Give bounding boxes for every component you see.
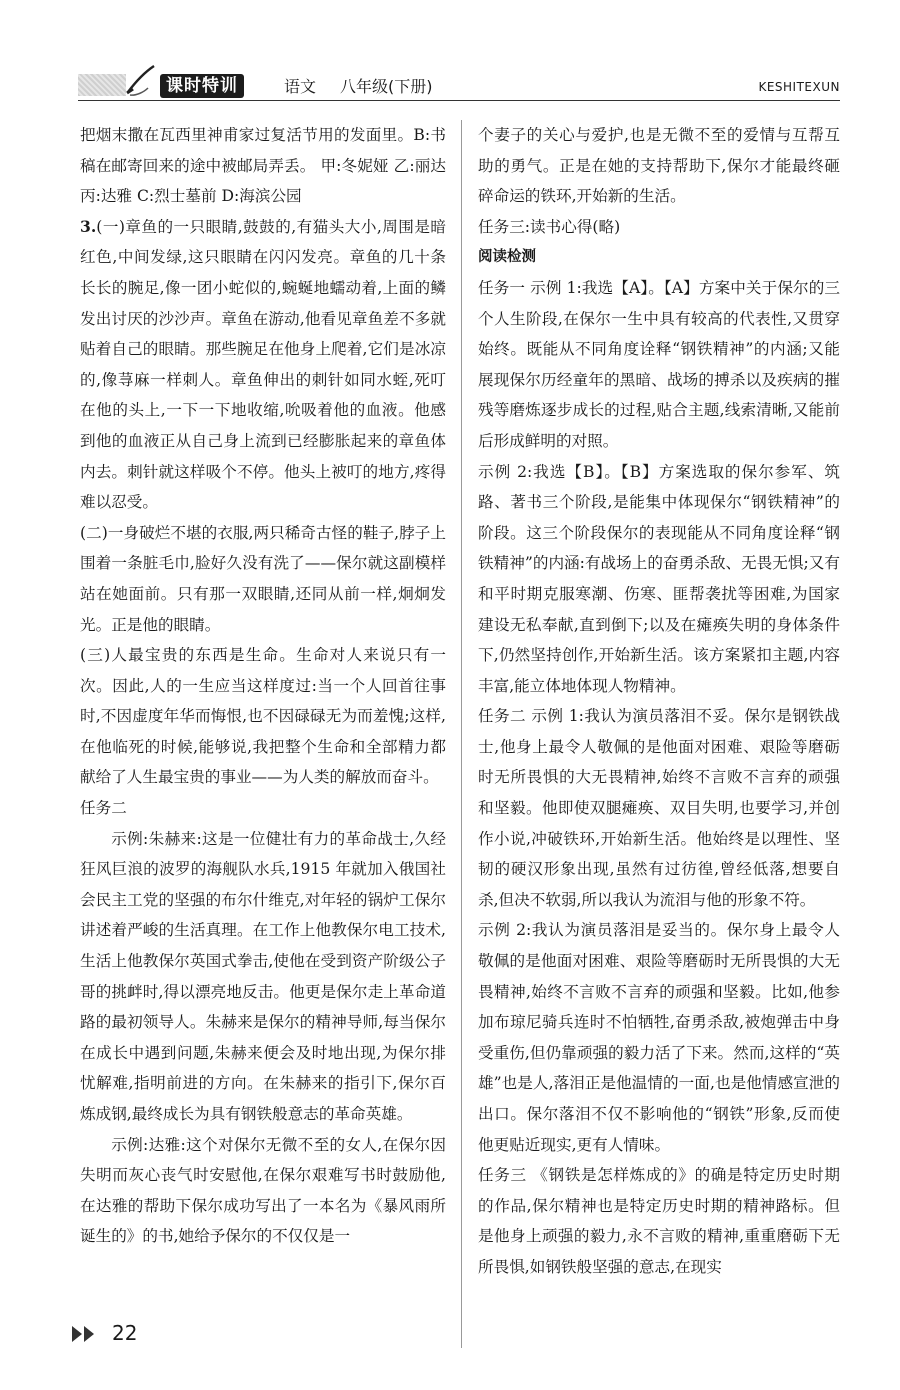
brand-title: 课时特训 bbox=[160, 74, 244, 98]
page-number: 22 bbox=[112, 1321, 138, 1345]
answer-paragraph: 示例 2:我选【B】。【B】方案选取的保尔参军、筑路、著书三个阶段,是能集中体现保尔“钢铁精神”的阶段。这三个阶段保尔的表现能从不同角度诠释“钢铁精神”的内涵:有战场上的奋勇杀敌、无畏无惧;又有和平时期克服寒潮、伤寒、匪帮袭扰等困难,为国家建设无私奉献,直到倒下;以及在瘫痪失明的身体条件下,仍然坚持创作,开始新生活。该方案紧扣主题,内容丰富,能立体地体现人物精神。 bbox=[478, 462, 840, 695]
header-texture-bar bbox=[78, 74, 126, 96]
example-paragraph: 示例:朱赫来:这是一位健壮有力的革命战士,久经狂风巨浪的波罗的海舰队水兵,1915 年就加入俄国社会民主工党的坚强的布尔什维克,对年轻的锅炉工保尔讲述着严峻的生活真理。在工作上他教保尔电工技术,生活上他教保尔英国式拳击,使他在受到资产阶级公子哥的挑衅时,得以漂亮地反击。他更是保尔走上革命道路的最初领导人。朱赫来是保尔的精神导师,每当保尔在成长中遇到问题,朱赫来便会及时地出现,为保尔排忧解难,指明前进的方向。在朱赫来的指引下,保尔百炼成钢,最终成长为具有钢铁般意志的革命英雄。 bbox=[80, 829, 446, 1123]
page-footer bbox=[70, 1318, 190, 1348]
task-label: 任务二 bbox=[80, 799, 127, 818]
question-number: 3. bbox=[80, 216, 97, 236]
answer-paragraph: 把烟末撒在瓦西里神甫家过复活节用的发面里。B:书稿在邮寄回来的途中被邮局弄丢。 甲:冬妮娅 乙:丽达 丙:达雅 C:烈士墓前 D:海滨公园 bbox=[80, 126, 446, 206]
answer-paragraph: (一)章鱼的一只眼睛,鼓鼓的,有猫头大小,周围是暗红色,中间发绿,这只眼睛在闪闪发亮。章鱼的几十条长长的腕足,像一团小蛇似的,蜿蜒地蠕动着,上面的鳞发出讨厌的沙沙声。章鱼在游动,他看见章鱼差不多就贴着自己的眼睛。那些腕足在他身上爬着,它们是冰凉的,像荨麻一样刺人。章鱼伸出的刺针如同水蛭,死叮在他的头上,一下一下地收缩,吮吸着他的血液。他感到他的血液正从自己身上流到已经膨胀起来的章鱼体内去。刺针就这样吸个不停。他头上被叮的地方,疼得难以忍受。 bbox=[80, 217, 446, 512]
column-divider bbox=[461, 120, 462, 1348]
section-heading: 阅读检测 bbox=[478, 249, 536, 266]
answer-paragraph: 示例 2:我认为演员落泪是妥当的。保尔身上最令人敬佩的是他面对困难、艰险等磨砺时无所畏惧的大无畏精神,始终不言败不言弃的顽强和坚毅。比如,他参加布琼尼骑兵连时不怕牺牲,奋勇杀敌,被炮弹击中身受重伤,但仍靠顽强的毅力活了下来。然而,这样的“英雄”也是人,落泪正是他温情的一面,也是他情感宣泄的出口。保尔落泪不仅不影响他的“钢铁”形象,反而使他更贴近现实,更有人情味。 bbox=[478, 921, 840, 1154]
grade-label: 八年级(下册) bbox=[340, 77, 433, 96]
left-column bbox=[80, 120, 446, 1252]
page-header bbox=[78, 62, 840, 104]
answer-paragraph: 个妻子的关心与爱护,也是无微不至的爱情与互帮互助的勇气。正是在她的支持帮助下,保尔才能最终砸碎命运的铁环,开始新的生活。 bbox=[478, 126, 840, 206]
double-chevron-icon bbox=[70, 1324, 104, 1344]
task-label: 任务三:读书心得(略) bbox=[478, 217, 621, 236]
header-rule bbox=[78, 100, 840, 101]
series-code: KESHITEXUN bbox=[758, 80, 840, 94]
answer-paragraph: (三)人最宝贵的东西是生命。生命对人来说只有一次。因此,人的一生应当这样度过:当一个人回首往事时,不因虚度年华而悔恨,也不因碌碌无为而羞愧;这样,在他临死的时候,能够说,我把整个生命和全部精力都献给了人生最宝贵的事业——为人类的解放而奋斗。 bbox=[80, 646, 446, 787]
answer-paragraph: 任务三 《钢铁是怎样炼成的》的确是特定历史时期的作品,保尔精神也是特定历史时期的精神路标。但是他身上顽强的毅力,永不言败的精神,重重磨砺下无所畏惧,如钢铁般坚强的意志,在现实 bbox=[478, 1166, 840, 1276]
answer-paragraph: 任务一 示例 1:我选【A】。【A】方案中关于保尔的三个人生阶段,在保尔一生中具有较高的代表性,又贯穿始终。既能从不同角度诠释“钢铁精神”的内涵;又能展现保尔历经童年的黑暗、战场的搏杀以及疾病的摧残等磨炼逐步成长的过程,贴合主题,线索清晰,又能前后形成鲜明的对照。 bbox=[478, 278, 840, 450]
pen-logo-icon bbox=[124, 62, 158, 98]
answer-paragraph: 任务二 示例 1:我认为演员落泪不妥。保尔是钢铁战士,他身上最令人敬佩的是他面对困难、艰险等磨砺时无所畏惧的大无畏精神,始终不言败不言弃的顽强和坚毅。他即使双腿瘫痪、双目失明,也要学习,并创作小说,冲破铁环,开始新生活。他始终是以理性、坚韧的硬汉形象出现,虽然有过彷徨,曾经低落,想要自杀,但决不软弱,所以我认为流泪与他的形象不符。 bbox=[478, 707, 840, 909]
right-column bbox=[478, 120, 840, 1283]
example-paragraph: 示例:达雅:这个对保尔无微不至的女人,在保尔因失明而灰心丧气时安慰他,在保尔艰难写书时鼓励他,在达雅的帮助下保尔成功写出了一本名为《暴风雨所诞生的》的书,她给予保尔的不仅仅是一 bbox=[80, 1135, 446, 1246]
subject-label: 语文 bbox=[284, 77, 317, 96]
question-3 bbox=[80, 212, 446, 518]
answer-paragraph: (二)一身破烂不堪的衣服,两只稀奇古怪的鞋子,脖子上围着一条脏毛巾,脸好久没有洗了——保尔就这副模样站在她面前。只有那一双眼睛,还同从前一样,炯炯发光。正是他的眼睛。 bbox=[80, 523, 446, 634]
